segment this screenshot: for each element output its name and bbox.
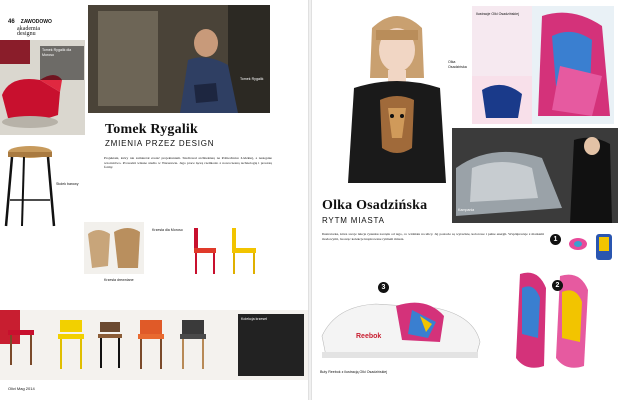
shoe-brand-text: Reebok [356, 333, 382, 340]
left-subtitle: ZMIENIA PRZEZ DESIGN [105, 139, 215, 148]
sneaker-photo [316, 276, 486, 366]
wood-chairs-illustration [84, 222, 144, 274]
accessories-illustration [556, 226, 618, 264]
wood-chairs-caption: Krzesła drewniane [104, 278, 134, 282]
illustration-panel [472, 6, 614, 124]
right-portrait-caption: Olka Osadzińska [448, 60, 467, 69]
chair-row-caption: Kolekcja krzeseł [241, 317, 267, 321]
section-header [8, 8, 52, 37]
red-chair-caption: Tomek Rygalik dla Moroso [42, 48, 72, 57]
badge-3: 3 [378, 282, 389, 293]
illustration-art [472, 6, 614, 124]
illustrated-woman [342, 8, 452, 183]
accessories-photo [556, 226, 618, 264]
portrait-photo [88, 5, 270, 113]
red-chair-photo [0, 40, 85, 135]
chair-row-illustration [0, 310, 230, 380]
section-sub-1: akademia [17, 26, 40, 32]
right-title: Olka Osadzińska [322, 198, 428, 213]
illustrated-portrait [342, 8, 452, 183]
left-footer: Olivi Mag 2014 [8, 386, 35, 391]
badge-1: 1 [550, 234, 561, 245]
color-chairs-caption: Krzesła dla Moroso [152, 228, 183, 232]
section-label: ZAWODOWO [20, 19, 52, 25]
left-page [0, 0, 308, 400]
car-photo [452, 128, 618, 223]
chair-row-photo [0, 310, 308, 380]
right-body: Ilustratorka, która swoje lekcje rysunku zaczęła od tego, co widziała na ulicy. Jej postacie są wyraziste, kolorowe i pełne energii. Współpracuje z markami modowymi, tworząc kolekcje inspirowane rytmem miasta. [322, 232, 544, 241]
right-subtitle: RYTM MIASTA [322, 216, 385, 225]
illustration-caption: Ilustracje Olki Osadzińskiej [476, 12, 519, 16]
car-caption: Kampania [458, 208, 475, 212]
stool-photo [0, 138, 60, 228]
portrait-illustration [88, 5, 270, 113]
left-body: Projektant, który nie zamierzał zostać projektantem. Studiował architekturę na Politechnice Łódzkiej, a następnie wzornictwo. Prowadzi własne studio w Warszawie. Jego prace łączą rzemiosło z nowoczesną technologią i prostotą formy. [104, 156, 272, 170]
wood-chairs-photo [84, 222, 144, 274]
portrait-caption: Tomek Rygalik [240, 77, 264, 81]
stool-illustration [0, 138, 60, 228]
page-number: 46 [8, 19, 15, 25]
section-sub-2: designu [17, 31, 36, 37]
sneaker-illustration [316, 276, 486, 366]
left-title: Tomek Rygalik [105, 122, 198, 137]
shoes-caption: Buty Reebok z ilustracją Olki Osadzińskiej [320, 370, 388, 374]
badge-2: 2 [552, 280, 563, 291]
right-page [312, 0, 620, 400]
stool-caption: Stołek barowy [56, 182, 79, 186]
